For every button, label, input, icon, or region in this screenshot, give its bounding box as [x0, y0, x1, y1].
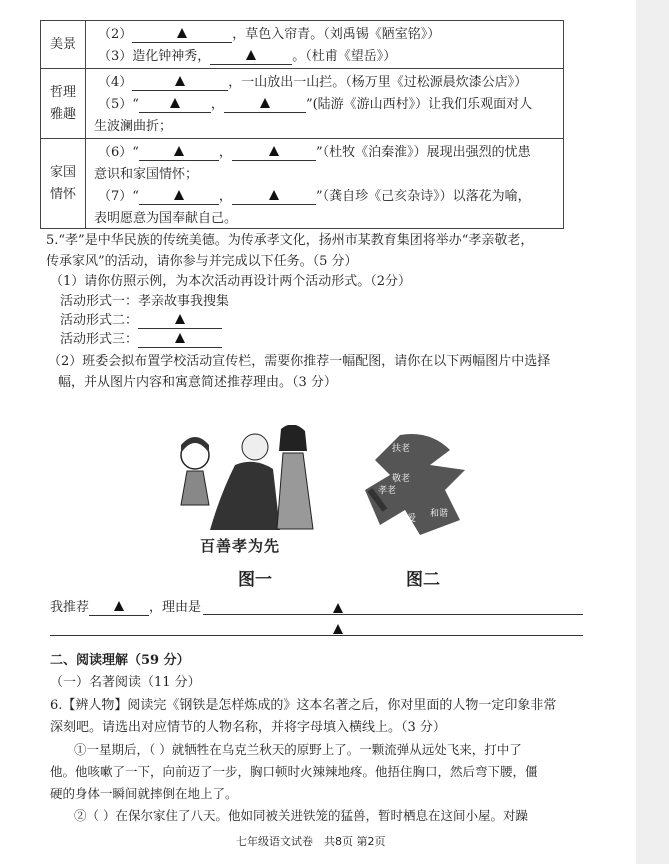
grandmother-illustration	[210, 434, 280, 530]
passage-1-cont: 他。他咳嗽了一下，向前迈了一步，胸口顿时火辣辣地疼。他捂住胸口，然后弯下腰，僵	[50, 764, 538, 779]
q6-stem: 6.【辨人物】阅读完《钢铁是怎样炼成的》这本名著之后，你对里面的人物一定印象非常	[50, 698, 557, 713]
triangle-icon	[333, 603, 343, 613]
triangle-icon	[246, 50, 256, 60]
line-6	[98, 143, 531, 163]
answer-blank[interactable]	[139, 145, 219, 161]
line-7-cont: 表明愿意为国奉献自己。	[94, 211, 238, 226]
answer-blank[interactable]	[132, 75, 228, 91]
text: 活动形式二：	[60, 313, 139, 328]
row-content	[86, 21, 564, 69]
q5-stem: 5.“孝”是中华民族的传统美德。为传承孝文化，扬州市某教育集团将举办“孝亲敬老，	[46, 233, 534, 248]
text: （5）“	[98, 97, 139, 112]
answer-blank[interactable]	[138, 332, 222, 348]
recommend-line	[50, 599, 201, 617]
label-text: 雅趣	[49, 106, 76, 122]
figure-2-word: 孝老	[378, 486, 397, 496]
line-4	[98, 73, 527, 93]
text: ，一山放出一山拦。（杨万里《过松源晨炊漆公店》）	[228, 75, 528, 90]
text: ，理由是	[149, 600, 202, 615]
answer-blank[interactable]	[224, 97, 306, 113]
text: （4）	[98, 75, 133, 90]
answer-blank[interactable]	[210, 49, 292, 65]
label-text: 家国	[49, 164, 76, 180]
line-2	[98, 25, 440, 45]
triangle-icon	[174, 190, 184, 200]
reason-answer-line[interactable]	[203, 614, 583, 615]
triangle-icon	[170, 98, 180, 108]
row-label	[41, 69, 86, 139]
line-7	[98, 187, 531, 207]
figure-2-word: 和谐	[430, 509, 449, 519]
text: 。（杜甫《望岳》）	[292, 49, 397, 64]
triangle-icon	[177, 28, 187, 38]
text: 活动形式三：	[60, 332, 139, 347]
line-3	[98, 47, 396, 67]
triangle-icon	[260, 98, 270, 108]
table-row	[41, 139, 564, 229]
poem-fill-table	[40, 20, 564, 229]
text: ，	[210, 97, 224, 112]
page-footer: 七年级语文试卷 共8页 第2页	[236, 835, 386, 848]
text: ”（龚自珍《己亥杂诗》）以落花为喻，	[315, 189, 531, 204]
table-row	[41, 21, 564, 69]
label-text: 哲理	[49, 84, 76, 100]
answer-blank[interactable]	[232, 145, 316, 161]
activity-form-1: 活动形式一：孝亲故事我搜集	[60, 294, 230, 309]
label-text: 情怀	[49, 186, 76, 202]
answer-blank[interactable]	[139, 97, 211, 113]
row-label	[41, 21, 86, 69]
triangle-icon	[269, 146, 279, 156]
activity-form-3	[60, 331, 222, 349]
text: ，	[218, 189, 232, 204]
line-5-cont: 生波澜曲折；	[94, 119, 173, 134]
figure-2-word: 扶老	[392, 444, 411, 454]
q5-sub1: （1）请你仿照示例，为本次活动再设计两个活动形式。（2分）	[50, 274, 412, 289]
triangle-icon	[175, 314, 185, 324]
text: ”(陆游《游山西村》）让我们乐观面对人	[305, 97, 533, 112]
label-text: 美景	[49, 36, 76, 52]
q6-stem-cont: 深刻吧。请选出对应情节的人物名称，并将字母填入横线上。（3 分）	[50, 720, 446, 735]
scan-margin	[636, 0, 669, 864]
text: ，	[218, 145, 232, 160]
passage-2: ②（ ）在保尔家住了八天。他如同被关进铁笼的猛兽，暂时栖息在这间小屋。对躁	[74, 808, 528, 823]
text: 我推荐	[50, 600, 90, 615]
answer-blank[interactable]	[132, 27, 232, 43]
answer-blank[interactable]	[89, 600, 149, 616]
mother-illustration	[277, 425, 313, 529]
figure-1-slogan: 百善孝为先	[200, 537, 281, 555]
passage-1-cont: 硬的身体一瞬间就摔倒在地上了。	[50, 786, 238, 801]
reason-answer-line-2[interactable]	[50, 635, 583, 636]
figure-2-caption: 图二	[406, 570, 440, 590]
figure-2-word: 关爱	[398, 514, 417, 524]
text: ，草色入帘青。（刘禹锡《陋室铭》）	[232, 27, 441, 42]
answer-blank[interactable]	[138, 313, 222, 329]
row-label	[41, 139, 86, 229]
triangle-icon	[174, 146, 184, 156]
text: （7）“	[98, 189, 139, 204]
subsection-title: （一）名著阅读（11 分）	[50, 675, 201, 690]
figure-2-word: 敬老	[392, 474, 411, 484]
girl-illustration	[181, 437, 209, 505]
row-content	[86, 69, 564, 139]
section-title: 二、阅读理解（59 分）	[50, 653, 190, 668]
triangle-icon	[269, 190, 279, 200]
figure-1-illustration	[165, 425, 315, 540]
triangle-icon	[175, 76, 185, 86]
q5-stem-cont: 传承家风”的活动，请你参与并完成以下任务。（5 分）	[46, 254, 358, 269]
activity-form-2	[60, 312, 222, 330]
figure-1-caption: 图一	[238, 570, 272, 590]
q5-sub2: （2）班委会拟布置学校活动宣传栏，需要你推荐一幅配图，请你在以下两幅图片中选择	[48, 354, 551, 369]
triangle-icon	[175, 333, 185, 343]
table-row	[41, 69, 564, 139]
text: （3）造化钟神秀，	[98, 49, 211, 64]
row-content	[86, 139, 564, 229]
answer-blank[interactable]	[139, 189, 219, 205]
line-6-cont: 意识和家国情怀；	[94, 167, 199, 182]
text: ”（杜牧《泊秦淮》）展现出强烈的忧患	[315, 145, 531, 160]
q5-sub2-cont: 幅，并从图片内容和寓意简述推荐理由。（3 分）	[58, 375, 337, 390]
text: （6）“	[98, 145, 139, 160]
line-5	[98, 95, 532, 115]
triangle-icon	[333, 624, 343, 634]
text: （2）	[98, 27, 133, 42]
triangle-icon	[114, 601, 124, 611]
passage-1: ①一星期后，（ ）就牺牲在乌克兰秋天的原野上了。一颗流弹从远处飞来，打中了	[74, 742, 522, 757]
answer-blank[interactable]	[232, 189, 316, 205]
